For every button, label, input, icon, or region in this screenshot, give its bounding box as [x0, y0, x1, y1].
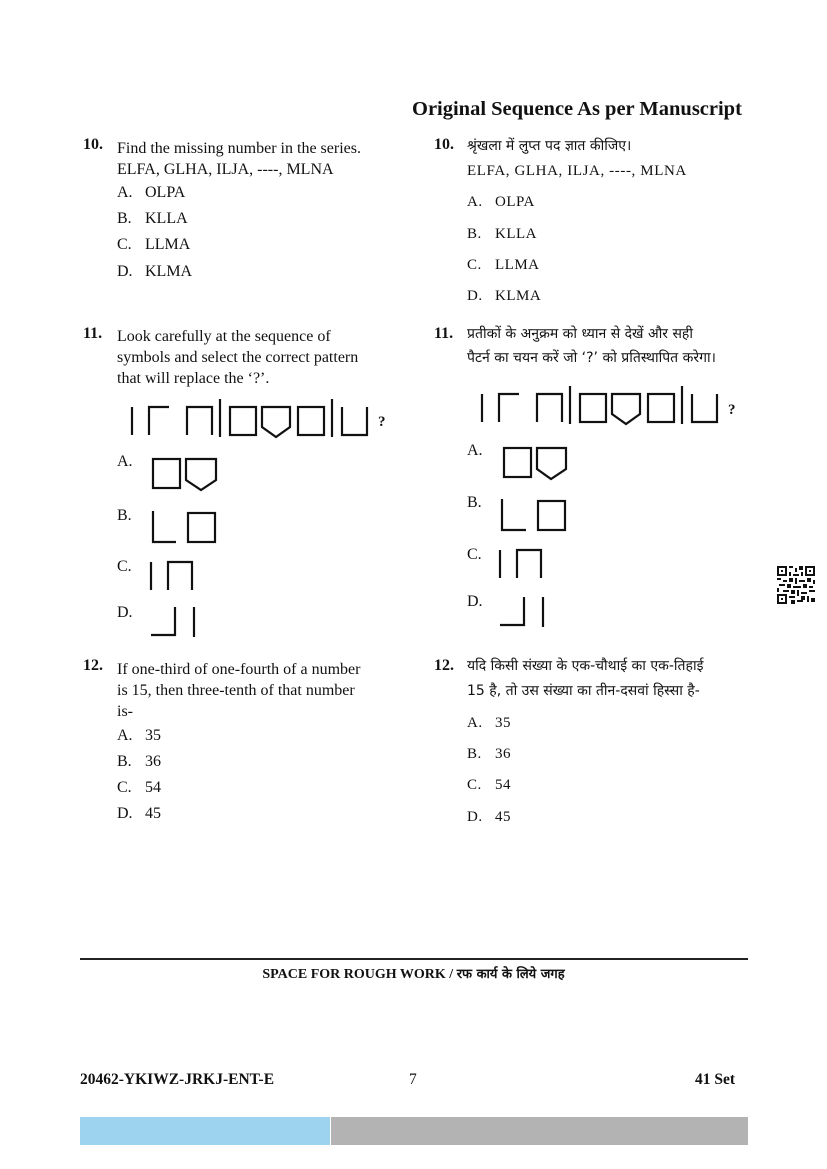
option-a[interactable]: A. [467, 442, 483, 459]
page-number: 7 [409, 1071, 417, 1088]
question-line: 15 है, तो उस संख्या का तीन-दसवां हिस्सा है- [467, 683, 700, 699]
option-d[interactable]: D. [117, 604, 133, 621]
option-a-figure[interactable] [150, 455, 220, 495]
paper-code: 20462-YKIWZ-JRKJ-ENT-E [80, 1071, 275, 1088]
question-line: यदि किसी संख्या के एक-चौथाई का एक-तिहाई [467, 658, 704, 674]
question-line: ELFA, GLHA, ILJA, ----, MLNA [467, 163, 687, 179]
question-line: Look carefully at the sequence of [117, 328, 331, 345]
option-d[interactable]: D. 45 [117, 805, 161, 822]
option-d-figure[interactable] [497, 593, 557, 633]
option-a[interactable]: A. OLPA [117, 184, 186, 201]
symbol-sequence-figure [120, 395, 370, 445]
rough-work-label: SPACE FOR ROUGH WORK / रफ कार्य के लिये जगह [262, 967, 565, 982]
question-text [117, 138, 361, 180]
option-c-figure[interactable] [145, 556, 205, 596]
qr-code-icon [777, 566, 815, 604]
question-line: symbols and select the correct pattern [117, 349, 359, 366]
option-c[interactable]: C. [117, 558, 132, 575]
option-c[interactable]: C. 54 [117, 779, 161, 796]
question-number: 12. [434, 657, 454, 674]
question-number: 11. [83, 325, 103, 342]
option-b[interactable]: B. [467, 494, 482, 511]
option-c[interactable]: C. LLMA [467, 257, 540, 273]
symbol-sequence-figure [470, 382, 720, 432]
option-b-figure[interactable] [498, 496, 570, 536]
option-b[interactable]: B. 36 [117, 753, 161, 770]
question-mark: ? [728, 402, 736, 418]
question-line: श्रृंखला में लुप्त पद ज्ञात कीजिए। [467, 138, 632, 154]
question-line: If one-third of one-fourth of a number [117, 661, 361, 678]
option-b-figure[interactable] [150, 508, 220, 548]
question-line: पैटर्न का चयन करें जो ‘?’ को प्रतिस्थापित करेगा। [467, 350, 716, 366]
option-c[interactable]: C. 54 [467, 777, 511, 793]
question-number: 10. [434, 136, 454, 153]
question-number: 12. [83, 657, 103, 674]
option-b[interactable]: B. KLLA [467, 226, 537, 242]
question-line: प्रतीकों के अनुक्रम को ध्यान से देखें और सही [467, 326, 693, 342]
question-mark: ? [378, 414, 386, 430]
option-a[interactable]: A. 35 [117, 727, 161, 744]
option-a-figure[interactable] [500, 444, 570, 484]
option-a[interactable]: A. [117, 453, 133, 470]
option-c[interactable]: C. LLMA [117, 236, 191, 253]
option-d[interactable]: D. [467, 593, 483, 610]
option-d[interactable]: D. KLMA [117, 263, 193, 280]
footer-bar-grey [331, 1117, 748, 1145]
question-text [117, 326, 358, 389]
option-d[interactable]: D. 45 [467, 809, 511, 825]
divider [80, 958, 748, 960]
question-line: is 15, then three-tenth of that number [117, 682, 355, 699]
question-number: 11. [434, 325, 454, 342]
page-title: Original Sequence As per Manuscript [412, 98, 742, 120]
set-label: 41 Set [695, 1071, 736, 1088]
question-line: that will replace the ‘?’. [117, 370, 270, 387]
option-d[interactable]: D. KLMA [467, 288, 542, 304]
option-c-figure[interactable] [494, 544, 554, 584]
option-b[interactable]: B. KLLA [117, 210, 188, 227]
option-d-figure[interactable] [148, 603, 208, 643]
option-b[interactable]: B. 36 [467, 746, 511, 762]
question-line: Find the missing number in the series. [117, 140, 361, 157]
question-text [467, 655, 703, 702]
question-line: is- [117, 703, 133, 720]
option-c[interactable]: C. [467, 546, 482, 563]
option-a[interactable]: A. 35 [467, 715, 511, 731]
question-line: ELFA, GLHA, ILJA, ----, MLNA [117, 161, 334, 178]
option-b[interactable]: B. [117, 507, 132, 524]
question-text [117, 659, 360, 722]
question-number: 10. [83, 136, 103, 153]
footer-bar-blue [80, 1117, 330, 1145]
option-a[interactable]: A. OLPA [467, 194, 535, 210]
question-text [467, 323, 716, 369]
